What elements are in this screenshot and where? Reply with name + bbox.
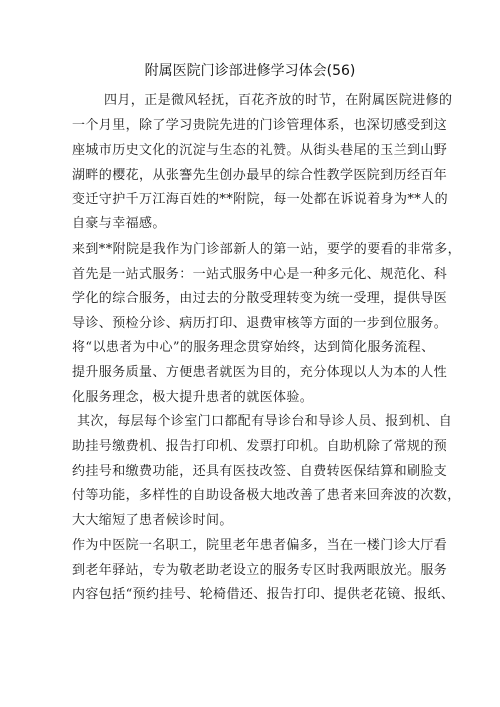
text-line: 四月，正是微风轻抚，百花齐放的时节，在附属医院进修的	[104, 93, 453, 108]
text-line: 将“以患者为中心”的服务理念贯穿始终，达到简化服务流程、	[72, 340, 435, 355]
text-line: 首先是一站式服务：一站式服务中心是一种多元化、规范化、科	[72, 267, 448, 282]
text-line: 化服务理念，极大提升患者的就医体验。	[72, 390, 314, 405]
text-line: 变迁守护千万江海百姓的**附院，每一处都在诉说着身为**人的	[72, 192, 449, 207]
text-line: 自豪与幸福感。	[72, 216, 166, 231]
text-line: 助挂号缴费机、报告打印机、发票打印机。自助机除了常规的预	[72, 439, 448, 454]
text-line: 内容包括“预约挂号、轮椅借还、报告打印、提供老花镜、报纸、	[72, 587, 455, 602]
text-line: 约挂号和缴费功能，还具有医技改签、自费转医保结算和刷脸支	[72, 464, 448, 479]
text-line: 学化的综合服务，由过去的分散受理转变为统一受理，提供导医	[72, 291, 448, 306]
text-line: 作为中医院一名职工，院里老年患者偏多，当在一楼门诊大厅看	[72, 538, 448, 553]
text-line: 座城市历史文化的沉淀与生态的礼赞。从街头巷尾的玉兰到山野	[72, 143, 448, 158]
text-line: 来到**附院是我作为门诊部新人的第一站，要学的要看的非常多，	[72, 242, 462, 257]
text-line: 其次，每层每个诊室门口都配有导诊台和导诊人员、报到机、自	[77, 414, 453, 429]
text-line: 导诊、预检分诊、病历打印、退费审核等方面的一步到位服务。	[72, 316, 448, 331]
text-line: 湖畔的樱花，从张謇先生创办最早的综合性教学医院到历经百年	[72, 168, 448, 183]
text-line: 到老年驿站，专为敬老助老设立的服务专区时我两眼放光。服务	[72, 563, 448, 578]
text-line: 一个月里，除了学习贵院先进的门诊管理体系，也深切感受到这	[72, 118, 448, 133]
text-line: 大大缩短了患者候诊时间。	[72, 513, 233, 528]
text-line: 提升服务质量、方便患者就医为目的，充分体现以人为本的人性	[72, 365, 448, 380]
text-line: 付等功能，多样性的自助设备极大地改善了患者来回奔波的次数，	[72, 488, 461, 503]
document-title: 附属医院门诊部进修学习体会(56)	[144, 63, 356, 79]
